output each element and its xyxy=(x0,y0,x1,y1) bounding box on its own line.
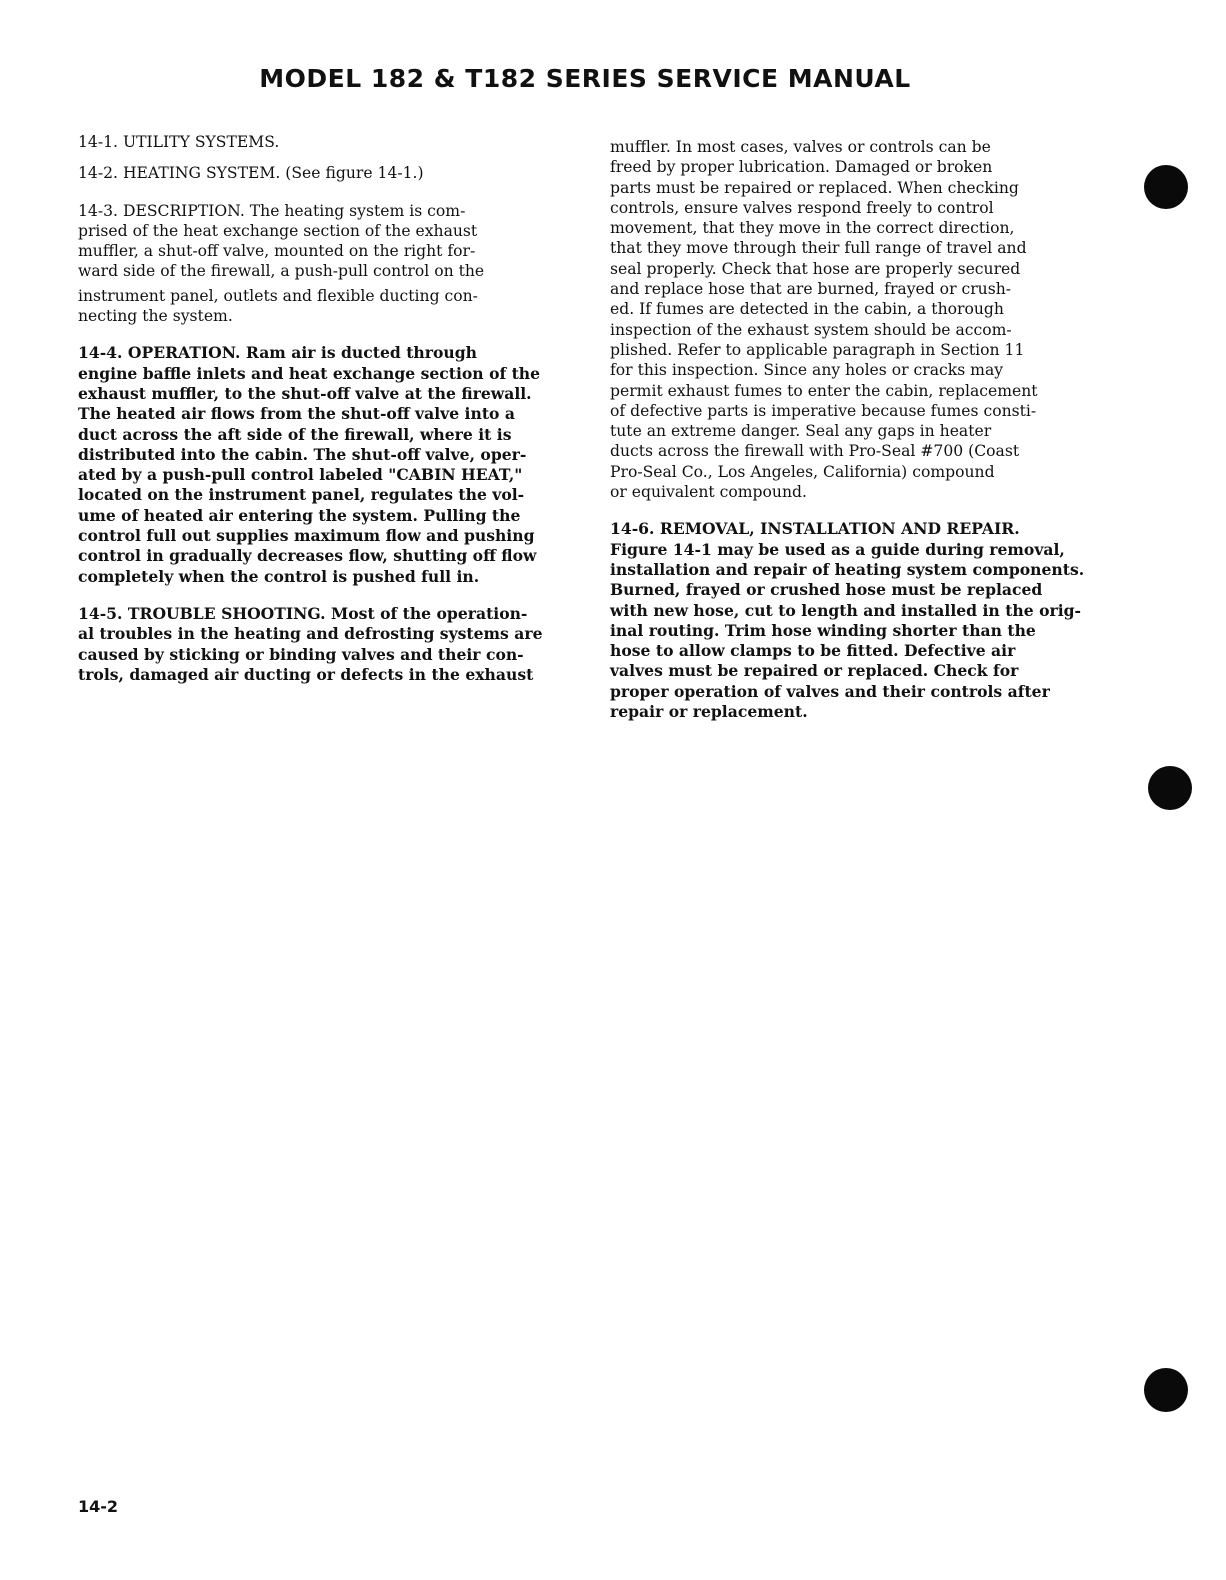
right-column xyxy=(610,137,1100,739)
section-heading-14-2: 14-2. HEATING SYSTEM. (See figure 14-1.) xyxy=(78,164,424,183)
left-column xyxy=(78,132,558,702)
section-heading-14-1: 14-1. UTILITY SYSTEMS. xyxy=(78,133,280,151)
binder-hole-middle xyxy=(1148,766,1192,810)
binder-hole-bottom xyxy=(1144,1368,1188,1412)
paragraph-14-3-description: 14-3. DESCRIPTION. The heating system is com- prised of the heat exchange section of the exhaust muffler, a shut-off valve, mounted on the right for- ward side of the firewall, a push-pull control on the instrument panel, outlets and flexible ducting con- necting the system. xyxy=(78,201,485,326)
paragraph-14-5-trouble-shooting: 14-5. TROUBLE SHOOTING. Most of the operation- al troubles in the heating and defrosting systems are caused by sticking or binding valves and their con- trols, damaged air ducting or defects in the exhaust xyxy=(78,603,543,684)
paragraph-14-4-operation: 14-4. OPERATION. Ram air is ducted through engine baffle inlets and heat exchange section of the exhaust muffler, to the shut-off valve at the firewall. The heated air flows from the shut-off valve into a duct across the aft side of the firewall, where it is distributed into the cabin. The shut-off valve, oper- ated by a push-pull control labeled "CABIN HEAT," located on the instrument panel, regulates the vol- ume of heated air entering the system. Pulling the control full out supplies maximum flow and pushing control in gradually decreases flow, shutting off flow completely when the control is pushed full in. xyxy=(78,343,541,586)
paragraph-14-5-continued: muffler. In most cases, valves or controls can be freed by proper lubrication. Damaged or broken parts must be repaired or replaced. When checking controls, ensure valves respond freely to control movement, that they move in the correct direction, that they move through their full range of travel and seal properly. Check that hose are properly secured and replace hose that are burned, frayed or crush- ed. If fumes are detected in the cabin, a thorough inspection of the exhaust system should be accom- plished. Refer to applicable paragraph in Section 11 for this inspection. Since any holes or cracks may permit exhaust fumes to enter the cabin, replacement of defective parts is imperative because fumes consti- tute an extreme danger. Seal any gaps in heater ducts across the firewall with Pro-Seal #700 (Coast Pro-Seal Co., Los Angeles, California) compound or equivalent compound. xyxy=(610,138,1038,502)
paragraph-14-6-removal-installation-repair: 14-6. REMOVAL, INSTALLATION AND REPAIR. Figure 14-1 may be used as a guide during removal, installation and repair of heating system components. Burned, frayed or crushed hose must be replaced with new hose, cut to length and installed in the orig- inal routing. Trim hose winding shorter than the hose to allow clamps to be fitted. Defective air valves must be repaired or replaced. Check for proper operation of valves and their controls after repair or replacement. xyxy=(610,519,1085,722)
page-number: 14-2 xyxy=(78,1497,119,1516)
binder-hole-top xyxy=(1144,165,1188,209)
page-title: MODEL 182 & T182 SERIES SERVICE MANUAL xyxy=(259,64,911,93)
